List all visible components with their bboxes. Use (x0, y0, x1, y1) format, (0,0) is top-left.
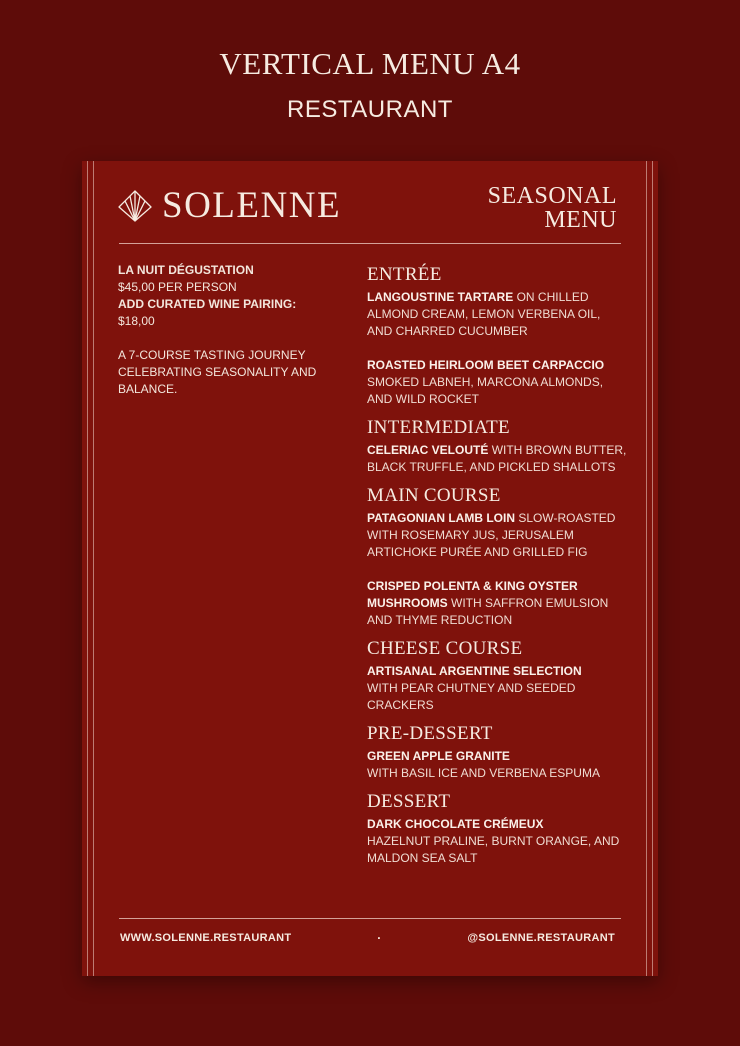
menu-item (367, 510, 627, 561)
tasting-intro (118, 262, 328, 398)
brand-logo (117, 187, 341, 224)
menu-courses (367, 264, 627, 876)
menu-item (367, 357, 627, 408)
social-handle-link[interactable]: @SOLENNE.RESTAURANT (467, 932, 615, 944)
menu-item (367, 663, 627, 714)
section-title: INTERMEDIATE (367, 417, 510, 438)
website-link[interactable]: WWW.SOLENNE.RESTAURANT (120, 932, 292, 944)
border-line-right-outer (652, 161, 653, 976)
dish-description: HAZELNUT PRALINE, BURNT ORANGE, AND MALDON SEA SALT (367, 834, 620, 865)
menu-heading-line2: MENU (544, 207, 617, 233)
section-title: PRE-DESSERT (367, 723, 493, 744)
dish-name: ARTISANAL ARGENTINE SELECTION (367, 664, 582, 678)
dish-description: WITH BROWN BUTTER, BLACK TRUFFLE, AND PICKLED SHALLOTS (367, 443, 627, 474)
dish-description: WITH PEAR CHUTNEY AND SEEDED CRACKERS (367, 681, 576, 712)
menu-item (367, 578, 627, 629)
dish-name: ROASTED HEIRLOOM BEET CARPACCIO (367, 358, 605, 372)
course-section-cheese (367, 638, 627, 714)
course-section-dessert (367, 791, 627, 867)
dish-name: GREEN APPLE GRANITE (367, 749, 510, 763)
menu-item (367, 748, 627, 782)
brand-name: SOLENNE (162, 185, 342, 226)
section-title: DESSERT (367, 791, 451, 812)
course-section-main (367, 485, 627, 629)
border-line-right-inner (646, 161, 647, 976)
border-line-left-inner (93, 161, 94, 976)
menu-heading-line1: SEASONAL (487, 183, 617, 209)
section-title: CHEESE COURSE (367, 638, 523, 659)
menu-sheet (82, 161, 658, 976)
dish-description: SLOW-ROASTED WITH ROSEMARY JUS, JERUSALEM ARTICHOKE PURÉE AND GRILLED FIG (367, 511, 616, 559)
dish-name: DARK CHOCOLATE CRÉMEUX (367, 817, 544, 831)
footer-divider (119, 918, 621, 919)
menu-footer (120, 931, 615, 945)
dish-description: WITH BASIL ICE AND VERBENA ESPUMA (367, 766, 600, 780)
tasting-name: LA NUIT DÉGUSTATION (118, 263, 254, 277)
border-line-left-outer (87, 161, 88, 976)
course-section-pre-dessert (367, 723, 627, 782)
dish-name: CELERIAC VELOUTÉ (367, 443, 489, 457)
wine-pairing-label: ADD CURATED WINE PAIRING: (118, 297, 297, 311)
section-title: ENTRÉE (367, 264, 442, 285)
header-divider (119, 243, 621, 244)
course-section-intermediate (367, 417, 627, 476)
footer-separator: · (377, 931, 382, 945)
menu-item (367, 289, 627, 340)
dish-name: LANGOUSTINE TARTARE (367, 290, 514, 304)
course-section-entree (367, 264, 627, 408)
tasting-price: $45,00 PER PERSON (118, 280, 237, 294)
dish-description: WITH SAFFRON EMULSION AND THYME REDUCTION (367, 596, 609, 627)
menu-item (367, 816, 627, 867)
menu-heading (488, 184, 617, 232)
section-title: MAIN COURSE (367, 485, 501, 506)
dish-name: PATAGONIAN LAMB LOIN (367, 511, 515, 525)
shell-logo-icon (117, 189, 153, 223)
menu-item (367, 442, 627, 476)
dish-description: SMOKED LABNEH, MARCONA ALMONDS, AND WILD ROCKET (367, 375, 604, 406)
dish-description: ON CHILLED ALMOND CREAM, LEMON VERBENA OIL, AND CHARRED CUCUMBER (367, 290, 601, 338)
page-header-subtitle: RESTAURANT (287, 96, 453, 123)
tasting-description: A 7-COURSE TASTING JOURNEY CELEBRATING SEASONALITY AND BALANCE. (118, 348, 317, 396)
dish-name: CRISPED POLENTA & KING OYSTER MUSHROOMS (367, 579, 578, 610)
wine-pairing-price: $18,00 (118, 314, 155, 328)
page-header-title: VERTICAL MENU A4 (219, 46, 521, 81)
